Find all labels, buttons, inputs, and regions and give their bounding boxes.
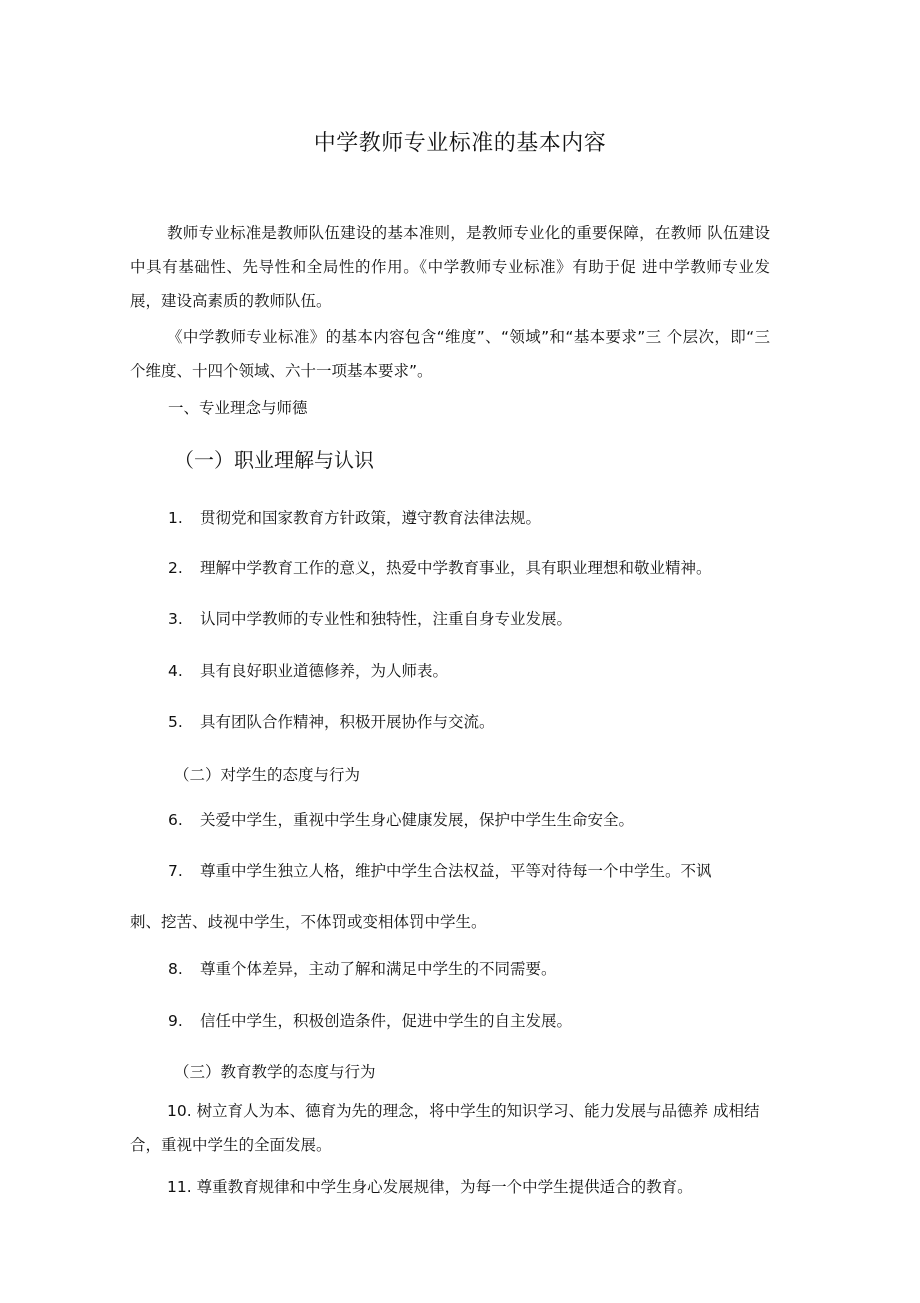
list-item [168,1009,572,1031]
item-text: 尊重个体差异，主动了解和满足中学生的不同需要。 [200,960,557,978]
item-number: 7. [168,862,183,880]
item-text: 认同中学教师的专业性和独特性，注重自身专业发展。 [200,610,573,628]
item-text: 理解中学教育工作的意义，热爱中学教育事业，具有职业理想和敬业精神。 [200,559,712,577]
item-text: 关爱中学生，重视中学生身心健康发展，保护中学生生命安全。 [200,811,635,829]
subsection-heading: （三）教育教学的态度与行为 [174,1063,376,1081]
list-item [168,710,495,732]
item-text: 具有团队合作精神，积极开展协作与交流。 [200,713,495,731]
item-number: 8. [168,960,183,978]
list-item [168,556,712,578]
list-item-continuation: 刺、挖苦、歧视中学生，不体罚或变相体罚中学生。 [130,913,487,931]
item-number: 5. [168,713,183,731]
item-number: 2. [168,559,183,577]
item-number: 1. [168,509,183,527]
list-item [168,659,448,681]
list-item [168,506,541,528]
intro-paragraph-1: 教师专业标准是教师队伍建设的基本准则，是教师专业化的重要保障，在教师 队伍建设中具有基础性、先导性和全局性的作用。《中学教师专业标准》有助于促 进中学教师专业发展，建设高素质的教师队伍。 [130,224,770,310]
list-item [168,607,572,629]
item-number: 9. [168,1012,183,1030]
item-number: 4. [168,662,183,680]
subsection-heading: （二）对学生的态度与行为 [174,766,361,784]
list-item [168,808,634,830]
intro-paragraph-2: 《中学教师专业标准》的基本内容包含“维度”、“领域”和“基本要求”三 个层次，即“三个维度、十四个领域、六十一项基本要求”。 [130,328,770,380]
subsection-heading: （一）职业理解与认识 [174,448,374,472]
list-item: 11. 尊重教育规律和中学生身心发展规律，为每一个中学生提供适合的教育。 [167,1178,693,1196]
section-heading: 一、专业理念与师德 [168,399,308,417]
item-text: 具有良好职业道德修养，为人师表。 [200,662,449,680]
item-number: 3. [168,610,183,628]
item-text: 尊重中学生独立人格，维护中学生合法权益，平等对待每一个中学生。不讽 [200,862,712,880]
list-item [168,859,712,881]
item-text: 信任中学生，积极创造条件，促进中学生的自主发展。 [200,1012,573,1030]
item-number: 6. [168,811,183,829]
page-title: 中学教师专业标准的基本内容 [313,131,607,156]
item-text: 贯彻党和国家教育方针政策，遵守教育法律法规。 [200,509,542,527]
list-item: 10. 树立育人为本、德育为先的理念，将中学生的知识学习、能力发展与品德养 成相结合，重视中学生的全面发展。 [130,1102,760,1154]
list-item [168,957,557,979]
